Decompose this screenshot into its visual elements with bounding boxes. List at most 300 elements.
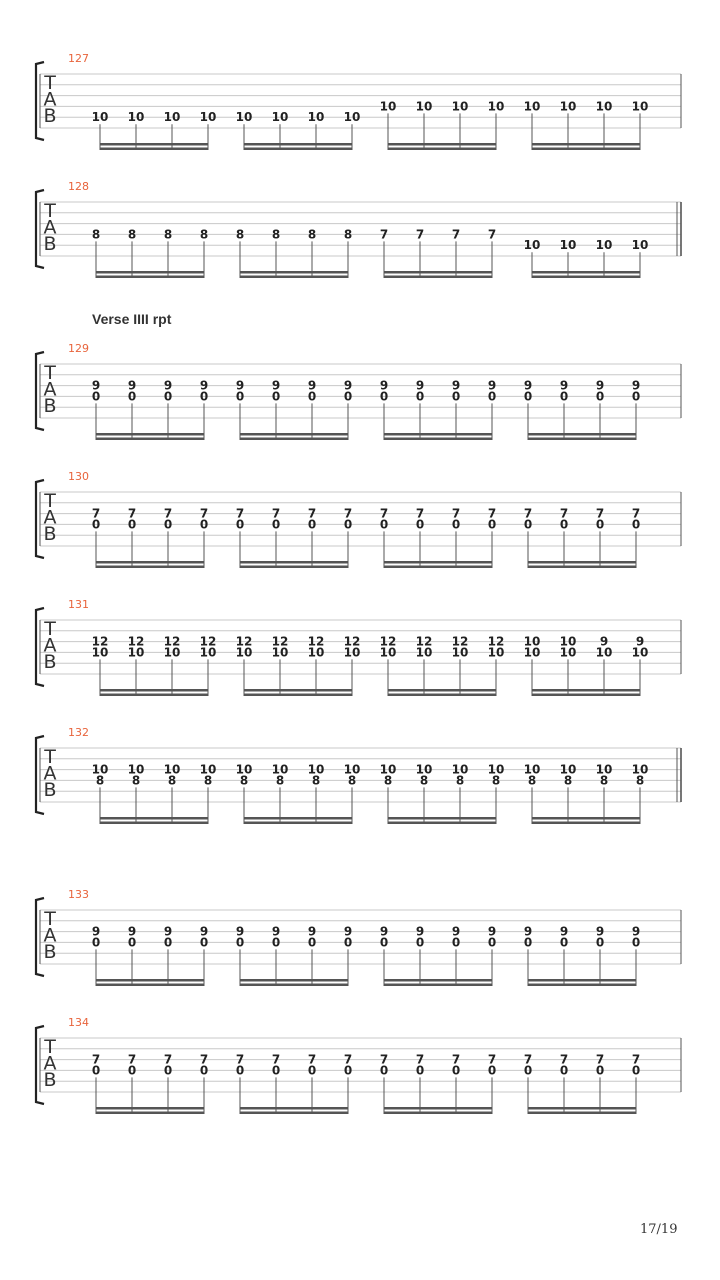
fret-number: 10 xyxy=(595,645,613,660)
fret-number: 7 xyxy=(271,1052,281,1067)
fret-number: 9 xyxy=(451,378,461,393)
beam-primary xyxy=(244,694,352,697)
fret-number: 8 xyxy=(163,227,173,242)
fret-number: 8 xyxy=(343,227,353,242)
beam-secondary xyxy=(528,1107,636,1110)
fret-number: 0 xyxy=(235,389,245,404)
beam-secondary xyxy=(384,271,492,274)
fret-number: 7 xyxy=(559,506,569,521)
fret-number: 10 xyxy=(379,762,397,777)
measure-number: 127 xyxy=(68,52,89,65)
fret-number: 9 xyxy=(343,378,353,393)
fret-number: 8 xyxy=(311,773,321,788)
fret-number: 10 xyxy=(271,110,289,125)
beam-secondary xyxy=(388,817,496,820)
tab-system xyxy=(36,470,681,568)
fret-number: 9 xyxy=(127,378,137,393)
fret-number: 0 xyxy=(559,935,569,950)
fret-number: 9 xyxy=(635,634,645,649)
fret-number: 9 xyxy=(163,924,173,939)
fret-number: 10 xyxy=(235,762,253,777)
fret-number: 8 xyxy=(127,227,137,242)
fret-number: 8 xyxy=(91,227,101,242)
fret-number: 0 xyxy=(343,517,353,532)
fret-number: 8 xyxy=(419,773,429,788)
fret-number: 7 xyxy=(415,227,425,242)
section-title: Verse IIII rpt xyxy=(92,311,172,327)
fret-number: 9 xyxy=(599,634,609,649)
beam-primary xyxy=(388,822,496,825)
fret-number: 10 xyxy=(523,99,541,114)
beam-primary xyxy=(100,148,208,151)
beam-secondary xyxy=(528,433,636,436)
fret-number: 0 xyxy=(559,1063,569,1078)
fret-number: 0 xyxy=(379,1063,389,1078)
fret-number: 0 xyxy=(199,389,209,404)
tab-clef-letter: A xyxy=(43,506,57,529)
beam-primary xyxy=(384,438,492,441)
fret-number: 0 xyxy=(163,517,173,532)
fret-number: 10 xyxy=(271,645,289,660)
fret-number: 8 xyxy=(199,227,209,242)
beam-primary xyxy=(528,438,636,441)
beam-secondary xyxy=(96,979,204,982)
fret-number: 8 xyxy=(527,773,537,788)
fret-number: 0 xyxy=(343,389,353,404)
fret-number: 10 xyxy=(595,238,613,253)
beam-primary xyxy=(240,566,348,569)
tab-system xyxy=(36,598,681,696)
fret-number: 7 xyxy=(415,506,425,521)
fret-number: 7 xyxy=(595,1052,605,1067)
fret-number: 0 xyxy=(451,935,461,950)
fret-number: 0 xyxy=(163,389,173,404)
fret-number: 10 xyxy=(415,645,433,660)
fret-number: 0 xyxy=(523,1063,533,1078)
fret-number: 7 xyxy=(199,1052,209,1067)
fret-number: 10 xyxy=(127,645,145,660)
fret-number: 0 xyxy=(343,935,353,950)
beam-primary xyxy=(244,148,352,151)
fret-number: 7 xyxy=(595,506,605,521)
beam-primary xyxy=(96,566,204,569)
fret-number: 0 xyxy=(127,517,137,532)
beam-primary xyxy=(96,984,204,987)
fret-number: 7 xyxy=(199,506,209,521)
fret-number: 10 xyxy=(199,645,217,660)
beam-primary xyxy=(528,984,636,987)
fret-number: 10 xyxy=(523,762,541,777)
fret-number: 7 xyxy=(451,1052,461,1067)
tab-clef-letter: T xyxy=(44,72,56,94)
fret-number: 10 xyxy=(379,99,397,114)
fret-number: 12 xyxy=(451,634,469,649)
fret-number: 10 xyxy=(91,110,109,125)
fret-number: 0 xyxy=(271,935,281,950)
tab-system xyxy=(36,1016,681,1114)
beam-primary xyxy=(388,694,496,697)
fret-number: 0 xyxy=(199,517,209,532)
beam-secondary xyxy=(388,689,496,692)
fret-number: 0 xyxy=(415,389,425,404)
tab-clef-letter: A xyxy=(43,762,57,785)
fret-number: 7 xyxy=(91,506,101,521)
beam-secondary xyxy=(384,1107,492,1110)
fret-number: 10 xyxy=(163,645,181,660)
fret-number: 10 xyxy=(307,110,325,125)
fret-number: 9 xyxy=(487,924,497,939)
fret-number: 0 xyxy=(631,517,641,532)
beam-primary xyxy=(384,984,492,987)
fret-number: 0 xyxy=(127,1063,137,1078)
tab-clef-letter: B xyxy=(43,395,57,417)
beam-primary xyxy=(100,694,208,697)
beam-primary xyxy=(528,1112,636,1115)
fret-number: 0 xyxy=(523,935,533,950)
beam-primary xyxy=(244,822,352,825)
fret-number: 7 xyxy=(91,1052,101,1067)
fret-number: 8 xyxy=(455,773,465,788)
fret-number: 8 xyxy=(95,773,105,788)
tab-clef-letter: T xyxy=(44,746,56,768)
tab-clef-letter: A xyxy=(43,924,57,947)
tab-clef-letter: B xyxy=(43,105,57,127)
fret-number: 9 xyxy=(91,924,101,939)
fret-number: 7 xyxy=(451,506,461,521)
fret-number: 10 xyxy=(91,762,109,777)
fret-number: 0 xyxy=(91,935,101,950)
tab-clef-letter: T xyxy=(44,1036,56,1058)
fret-number: 8 xyxy=(203,773,213,788)
fret-number: 12 xyxy=(235,634,253,649)
fret-number: 10 xyxy=(379,645,397,660)
fret-number: 7 xyxy=(379,1052,389,1067)
fret-number: 7 xyxy=(451,227,461,242)
measure-number: 129 xyxy=(68,342,89,355)
fret-number: 10 xyxy=(559,645,577,660)
fret-number: 10 xyxy=(451,762,469,777)
fret-number: 9 xyxy=(307,924,317,939)
fret-number: 0 xyxy=(379,517,389,532)
beam-secondary xyxy=(388,143,496,146)
tab-clef-letter: A xyxy=(43,1052,57,1075)
tab-clef-letter: T xyxy=(44,362,56,384)
tab-clef-letter: A xyxy=(43,216,57,239)
tab-clef-letter: B xyxy=(43,233,57,255)
beam-primary xyxy=(100,822,208,825)
fret-number: 0 xyxy=(199,935,209,950)
fret-number: 10 xyxy=(523,645,541,660)
fret-number: 12 xyxy=(343,634,361,649)
fret-number: 0 xyxy=(631,389,641,404)
beam-primary xyxy=(532,822,640,825)
fret-number: 7 xyxy=(271,506,281,521)
beam-secondary xyxy=(240,561,348,564)
fret-number: 12 xyxy=(487,634,505,649)
beam-secondary xyxy=(240,1107,348,1110)
tab-system xyxy=(36,888,681,986)
tab-clef-letter: B xyxy=(43,779,57,801)
fret-number: 7 xyxy=(487,1052,497,1067)
beam-primary xyxy=(96,276,204,279)
fret-number: 0 xyxy=(91,517,101,532)
fret-number: 8 xyxy=(271,227,281,242)
fret-number: 9 xyxy=(91,378,101,393)
page-number: 17/19 xyxy=(640,1222,678,1237)
measure-number: 130 xyxy=(68,470,89,483)
fret-number: 0 xyxy=(595,935,605,950)
fret-number: 7 xyxy=(487,506,497,521)
fret-number: 0 xyxy=(199,1063,209,1078)
fret-number: 0 xyxy=(163,935,173,950)
beam-primary xyxy=(384,276,492,279)
fret-number: 0 xyxy=(379,935,389,950)
beam-primary xyxy=(532,148,640,151)
beam-secondary xyxy=(240,433,348,436)
fret-number: 7 xyxy=(379,227,389,242)
fret-number: 8 xyxy=(275,773,285,788)
tab-clef-letter: B xyxy=(43,1069,57,1091)
fret-number: 0 xyxy=(487,389,497,404)
fret-number: 0 xyxy=(595,517,605,532)
fret-number: 0 xyxy=(523,517,533,532)
fret-number: 10 xyxy=(631,99,649,114)
fret-number: 9 xyxy=(307,378,317,393)
fret-number: 0 xyxy=(415,935,425,950)
fret-number: 10 xyxy=(343,645,361,660)
fret-number: 7 xyxy=(487,227,497,242)
fret-number: 10 xyxy=(451,645,469,660)
fret-number: 9 xyxy=(379,924,389,939)
fret-number: 12 xyxy=(415,634,433,649)
fret-number: 0 xyxy=(451,517,461,532)
fret-number: 0 xyxy=(487,1063,497,1078)
fret-number: 0 xyxy=(595,389,605,404)
fret-number: 10 xyxy=(631,762,649,777)
fret-number: 9 xyxy=(631,924,641,939)
tab-clef-letter: T xyxy=(44,618,56,640)
fret-number: 8 xyxy=(131,773,141,788)
fret-number: 9 xyxy=(235,924,245,939)
fret-number: 8 xyxy=(307,227,317,242)
fret-number: 8 xyxy=(239,773,249,788)
beam-primary xyxy=(96,438,204,441)
tab-clef-letter: T xyxy=(44,908,56,930)
fret-number: 9 xyxy=(199,378,209,393)
beam-primary xyxy=(240,438,348,441)
fret-number: 0 xyxy=(415,1063,425,1078)
fret-number: 9 xyxy=(127,924,137,939)
tab-clef-letter: T xyxy=(44,490,56,512)
beam-secondary xyxy=(532,689,640,692)
fret-number: 7 xyxy=(127,1052,137,1067)
fret-number: 0 xyxy=(271,389,281,404)
fret-number: 10 xyxy=(559,238,577,253)
tab-clef-letter: B xyxy=(43,523,57,545)
fret-number: 0 xyxy=(307,517,317,532)
beam-secondary xyxy=(96,561,204,564)
fret-number: 0 xyxy=(235,935,245,950)
fret-number: 0 xyxy=(307,1063,317,1078)
fret-number: 9 xyxy=(451,924,461,939)
fret-number: 0 xyxy=(631,935,641,950)
beam-primary xyxy=(384,566,492,569)
fret-number: 0 xyxy=(271,1063,281,1078)
fret-number: 8 xyxy=(235,227,245,242)
fret-number: 9 xyxy=(523,378,533,393)
fret-number: 0 xyxy=(559,389,569,404)
fret-number: 8 xyxy=(167,773,177,788)
beam-secondary xyxy=(384,561,492,564)
fret-number: 12 xyxy=(379,634,397,649)
fret-number: 9 xyxy=(415,924,425,939)
fret-number: 10 xyxy=(235,110,253,125)
fret-number: 12 xyxy=(91,634,109,649)
fret-number: 9 xyxy=(595,924,605,939)
fret-number: 9 xyxy=(379,378,389,393)
tab-clef-letter: A xyxy=(43,88,57,111)
fret-number: 10 xyxy=(235,645,253,660)
beam-secondary xyxy=(240,979,348,982)
measure-number: 133 xyxy=(68,888,89,901)
fret-number: 7 xyxy=(235,506,245,521)
fret-number: 12 xyxy=(199,634,217,649)
measure-number: 134 xyxy=(68,1016,89,1029)
fret-number: 7 xyxy=(631,506,641,521)
fret-number: 9 xyxy=(523,924,533,939)
fret-number: 10 xyxy=(595,99,613,114)
fret-number: 9 xyxy=(163,378,173,393)
fret-number: 8 xyxy=(599,773,609,788)
fret-number: 0 xyxy=(451,389,461,404)
fret-number: 10 xyxy=(559,762,577,777)
fret-number: 0 xyxy=(523,389,533,404)
fret-number: 0 xyxy=(631,1063,641,1078)
fret-number: 10 xyxy=(487,99,505,114)
fret-number: 10 xyxy=(199,110,217,125)
fret-number: 10 xyxy=(127,762,145,777)
fret-number: 0 xyxy=(307,935,317,950)
beam-secondary xyxy=(532,271,640,274)
beam-secondary xyxy=(528,979,636,982)
fret-number: 10 xyxy=(631,645,649,660)
fret-number: 8 xyxy=(491,773,501,788)
tab-system xyxy=(36,726,681,824)
beam-primary xyxy=(532,694,640,697)
fret-number: 7 xyxy=(127,506,137,521)
fret-number: 10 xyxy=(307,645,325,660)
beam-primary xyxy=(388,148,496,151)
fret-number: 9 xyxy=(271,378,281,393)
beam-secondary xyxy=(96,271,204,274)
tab-clef-letter: T xyxy=(44,200,56,222)
tab-clef-letter: B xyxy=(43,941,57,963)
fret-number: 10 xyxy=(559,634,577,649)
fret-number: 0 xyxy=(91,1063,101,1078)
fret-number: 0 xyxy=(163,1063,173,1078)
fret-number: 7 xyxy=(163,1052,173,1067)
fret-number: 10 xyxy=(343,110,361,125)
fret-number: 10 xyxy=(487,762,505,777)
fret-number: 10 xyxy=(343,762,361,777)
fret-number: 9 xyxy=(343,924,353,939)
fret-number: 9 xyxy=(487,378,497,393)
fret-number: 12 xyxy=(127,634,145,649)
beam-primary xyxy=(528,566,636,569)
fret-number: 8 xyxy=(635,773,645,788)
fret-number: 9 xyxy=(559,924,569,939)
fret-number: 10 xyxy=(415,762,433,777)
beam-secondary xyxy=(244,143,352,146)
fret-number: 12 xyxy=(271,634,289,649)
fret-number: 0 xyxy=(91,389,101,404)
fret-number: 9 xyxy=(559,378,569,393)
fret-number: 10 xyxy=(199,762,217,777)
measure-number: 132 xyxy=(68,726,89,739)
fret-number: 12 xyxy=(307,634,325,649)
fret-number: 10 xyxy=(163,762,181,777)
measure-number: 131 xyxy=(68,598,89,611)
beam-secondary xyxy=(96,433,204,436)
fret-number: 0 xyxy=(343,1063,353,1078)
beam-secondary xyxy=(532,143,640,146)
fret-number: 10 xyxy=(307,762,325,777)
tab-clef-letter: A xyxy=(43,378,57,401)
beam-secondary xyxy=(100,817,208,820)
beam-primary xyxy=(240,276,348,279)
beam-primary xyxy=(96,1112,204,1115)
fret-number: 7 xyxy=(559,1052,569,1067)
fret-number: 0 xyxy=(451,1063,461,1078)
measure-number: 128 xyxy=(68,180,89,193)
tab-clef-letter: B xyxy=(43,651,57,673)
fret-number: 0 xyxy=(271,517,281,532)
beam-secondary xyxy=(384,433,492,436)
beam-secondary xyxy=(240,271,348,274)
fret-number: 0 xyxy=(379,389,389,404)
beam-primary xyxy=(532,276,640,279)
fret-number: 10 xyxy=(91,645,109,660)
fret-number: 7 xyxy=(307,506,317,521)
fret-number: 9 xyxy=(271,924,281,939)
fret-number: 7 xyxy=(163,506,173,521)
fret-number: 7 xyxy=(523,506,533,521)
fret-number: 10 xyxy=(595,762,613,777)
tab-clef-letter: A xyxy=(43,634,57,657)
fret-number: 0 xyxy=(595,1063,605,1078)
fret-number: 10 xyxy=(559,99,577,114)
fret-number: 0 xyxy=(487,935,497,950)
fret-number: 0 xyxy=(127,935,137,950)
tab-system xyxy=(36,52,681,150)
fret-number: 10 xyxy=(487,645,505,660)
fret-number: 10 xyxy=(523,238,541,253)
beam-secondary xyxy=(384,979,492,982)
fret-number: 0 xyxy=(487,517,497,532)
fret-number: 8 xyxy=(383,773,393,788)
beam-secondary xyxy=(244,817,352,820)
fret-number: 8 xyxy=(563,773,573,788)
fret-number: 10 xyxy=(271,762,289,777)
beam-primary xyxy=(384,1112,492,1115)
beam-primary xyxy=(240,1112,348,1115)
fret-number: 7 xyxy=(523,1052,533,1067)
fret-number: 10 xyxy=(631,238,649,253)
fret-number: 9 xyxy=(415,378,425,393)
fret-number: 0 xyxy=(307,389,317,404)
fret-number: 7 xyxy=(235,1052,245,1067)
beam-primary xyxy=(240,984,348,987)
